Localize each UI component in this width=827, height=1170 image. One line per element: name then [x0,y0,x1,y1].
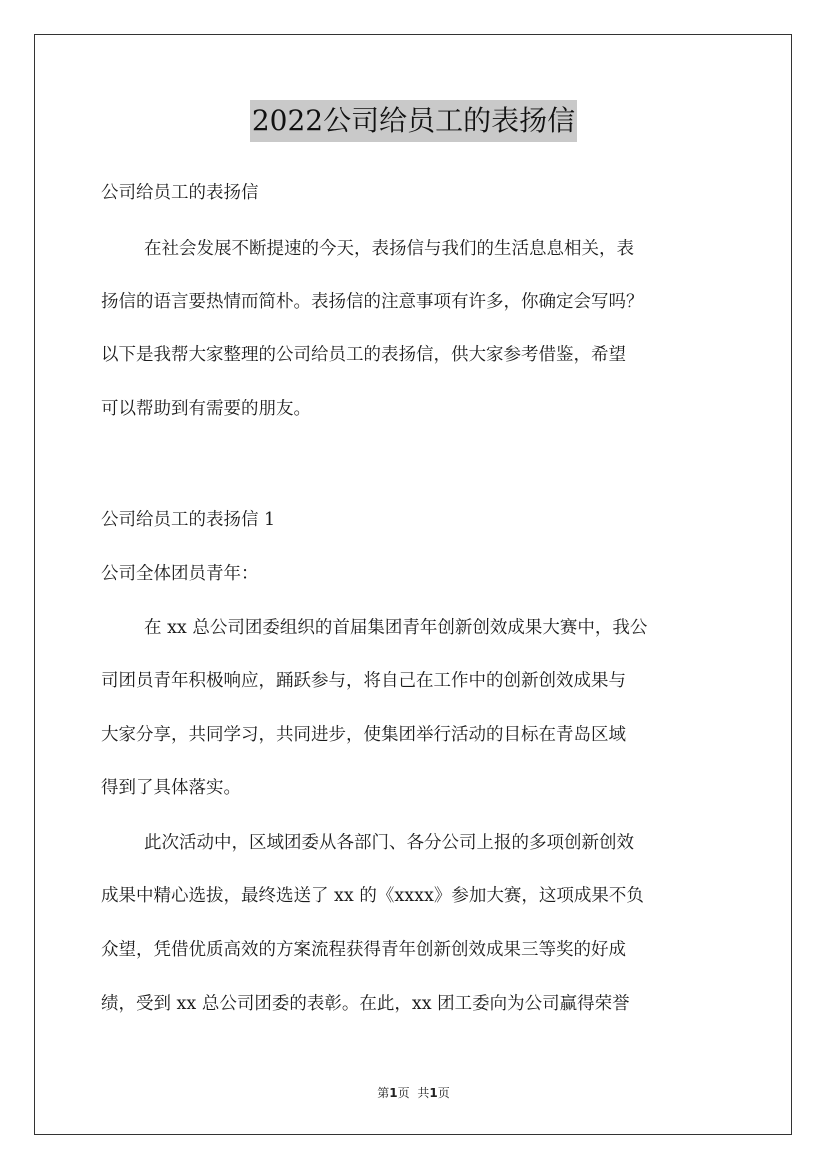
paragraph1-line-4: 得到了具体落实。 [101,778,241,798]
page-suffix: 页 [397,1086,410,1100]
intro-line-2: 扬信的语言要热情而简朴。表扬信的注意事项有许多，你确定会写吗？ [101,292,644,312]
paragraph1-line-2: 司团员青年积极响应，踊跃参与，将自己在工作中的创新创效成果与 [101,671,626,691]
intro-line-4: 可以帮助到有需要的朋友。 [101,399,311,419]
total-prefix: 共 [417,1086,430,1100]
subtitle: 公司给员工的表扬信 [101,183,259,203]
intro-line-1: 在社会发展不断提速的今天，表扬信与我们的生活息息相关，表 [144,239,634,259]
page-prefix: 第 [377,1086,390,1100]
total-suffix: 页 [437,1086,450,1100]
document-title: 2022公司给员工的表扬信 [250,100,577,142]
paragraph2-line-3: 众望，凭借优质高效的方案流程获得青年创新创效成果三等奖的好成 [101,940,626,960]
page-number: 1 [389,1086,398,1100]
section-heading: 公司给员工的表扬信 1 [101,510,276,530]
paragraph1-line-1: 在 xx 总公司团委组织的首届集团青年创新创效成果大赛中，我公 [144,618,648,638]
paragraph2-line-4: 绩，受到 xx 总公司团委的表彰。在此，xx 团工委向为公司赢得荣誉 [101,994,630,1014]
paragraph2-line-1: 此次活动中，区域团委从各部门、各分公司上报的多项创新创效 [144,833,634,853]
salutation: 公司全体团员青年： [101,564,259,584]
page-footer [0,1084,827,1101]
total-pages: 1 [429,1086,438,1100]
paragraph1-line-3: 大家分享，共同学习，共同进步，使集团举行活动的目标在青岛区域 [101,725,626,745]
intro-line-3: 以下是我帮大家整理的公司给员工的表扬信，供大家参考借鉴，希望 [101,345,626,365]
paragraph2-line-2: 成果中精心选拔，最终选送了 xx 的《xxxx》参加大赛，这项成果不负 [101,886,644,906]
title-container [0,100,827,142]
